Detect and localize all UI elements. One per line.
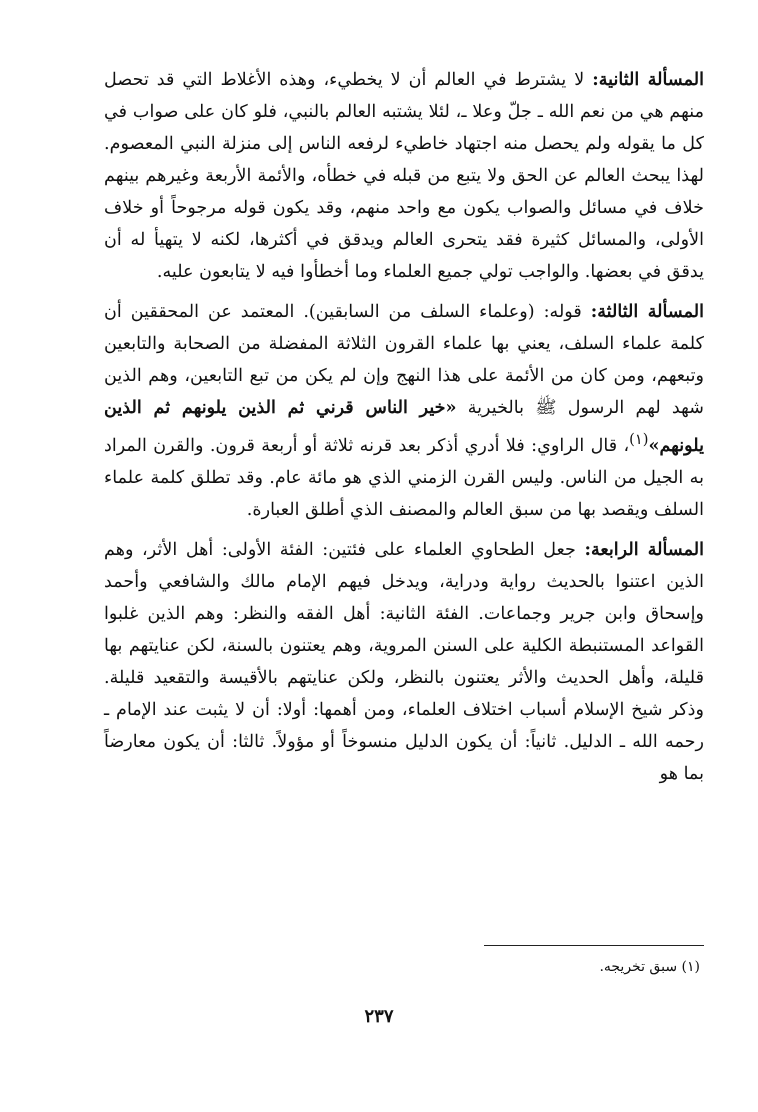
paragraph-second-issue: [104, 64, 704, 288]
footnote-number: (١): [681, 959, 700, 975]
paragraph-label: المسألة الرابعة:: [584, 538, 704, 560]
footnote-reference[interactable]: (١): [629, 431, 649, 448]
paragraph-text: جعل الطحاوي العلماء على فئتين: الفئة الأولى: أهل الأثر، وهم الذين اعتنوا بالحديث رواية ودراية، ويدخل فيهم الإمام مالك والشافعي وأحمد وإسحاق وابن جرير وجماعات. الفئة الثانية: أهل الفقه والنظر: وهم الذين غلبوا القواعد المستنبطة الكلية على السنن المروية، وهم يعتنون بالسنة، لكن عنايتهم بها قليلة، وأهل الحديث والأثر يعتنون بالنظر، ولكن عنايتهم بالأقيسة والتقعيد قليلة. وذكر شيخ الإسلام أسباب اختلاف العلماء، ومن أهمها: أولا: أن لا يثبت عند الإمام ـ رحمه الله ـ الدليل. ثانياً: أن يكون الدليل منسوخاً أو مؤولاً. ثالثا: أن يكون معارضاً بما هو: [104, 539, 704, 784]
paragraph-text: قوله: (وعلماء السلف من السابقين). المعتمد عن المحققين أن كلمة علماء السلف، يعني بها علماء القرون الثلاثة المفضلة من الصحابة والتابعين وتبعهم، ومن كان من الأئمة على هذا النهج وإن لم يكن من تبع التابعين، وهم الذين شهد لهم الرسول ﷺ بالخيرية: [104, 302, 704, 418]
paragraph-text: لا يشترط في العالم أن لا يخطيء، وهذه الأغلاط التي قد تحصل منهم هي من نعم الله ـ جلّ وعلا ـ، لئلا يشتبه العالم بالنبي، فلو كان على صواب في كل ما يقوله ولم يحصل منه اجتهاد خاطيء لرفعه الناس إلى منزلة النبي المعصوم. لهذا يبحث العالم عن الحق ولا يتبع من قبله في خطأه، والأئمة الأربعة وغيرهم بينهم خلاف في مسائل والصواب يكون مع واحد منهم، وقد يكون قوله مرجوحاً أو خلاف الأولى، والمسائل كثيرة فقد يتحرى العالم ويدقق في أكثرها، لكنه لا يتهيأ له أن يدقق في بعضها. والواجب تولي جميع العلماء وما أخطأوا فيه لا يتابعون عليه.: [104, 70, 704, 282]
page-number: ٢٣٧: [364, 1006, 394, 1027]
paragraph-fourth-issue: [104, 534, 704, 790]
footnote-text: سبق تخريجه.: [599, 959, 678, 975]
paragraph-third-issue: [104, 296, 704, 526]
footnote-divider: [484, 945, 704, 946]
hadith-quote: «خير الناس قرني ثم الذين يلونهم ثم الذين يلونهم»: [104, 397, 704, 456]
paragraph-label: المسألة الثالثة:: [590, 301, 704, 322]
paragraph-text-continued: ، قال الراوي: فلا أدري أذكر بعد قرنه ثلاثة أو أربعة قرون. والقرن المراد به الجيل من الناس. وليس القرن الزمني الذي هو مائة عام. وقد تطلق كلمة علماء السلف ويقصد بها من سبق العالم والمصنف الذي أطلق العبارة.: [104, 435, 704, 520]
footnote: [599, 956, 700, 978]
paragraph-label: المسألة الثانية:: [592, 69, 704, 90]
body-text: [104, 64, 704, 798]
